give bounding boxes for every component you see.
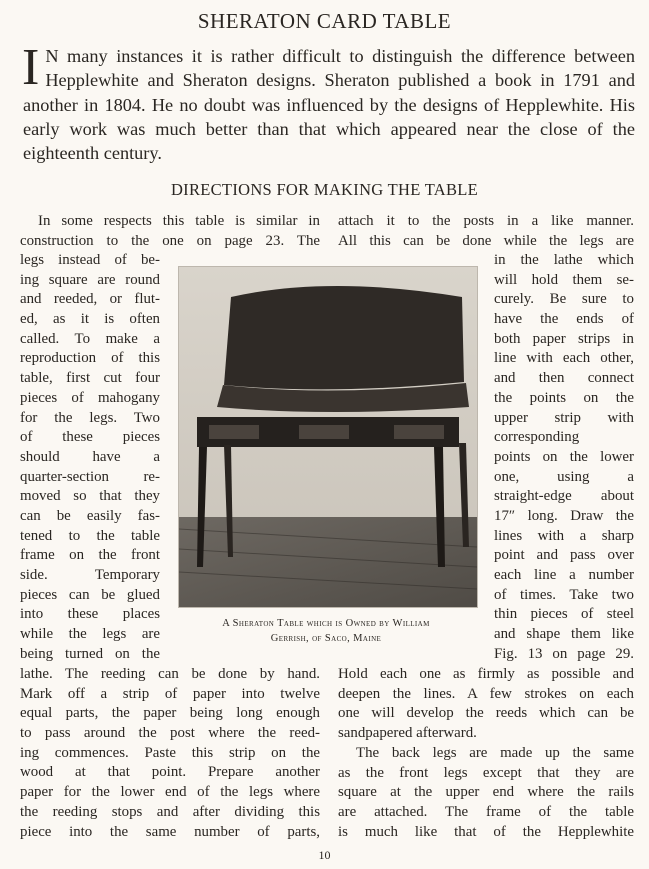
page-number: 10 xyxy=(318,848,331,862)
text-line: straight-edge about xyxy=(494,488,634,505)
sheraton-table-illustration xyxy=(179,267,477,607)
text-line: construction to the one on page 23. The xyxy=(20,232,320,249)
text-line: point and pass over xyxy=(494,547,634,564)
text-line: The back legs are made up the same xyxy=(356,745,634,761)
text-line: and reeded, or flut- xyxy=(20,291,160,308)
text-line: one will develop the reeds which can be xyxy=(338,705,634,722)
table-photo xyxy=(178,266,478,608)
text-line: are attached. The frame of the table xyxy=(338,804,634,821)
text-line: Hold each one as firmly as possible and xyxy=(338,666,634,682)
text-line: side. Temporary xyxy=(20,567,160,583)
text-line: lines with a sharp xyxy=(494,527,634,544)
text-line: pieces can be glued xyxy=(20,586,160,603)
text-line: of times. Take two xyxy=(494,586,634,603)
text-line: corresponding xyxy=(494,429,580,446)
text-line: of these pieces xyxy=(20,429,160,446)
text-line: attach it to the posts in a like manner. xyxy=(338,213,634,229)
text-line: lathe. The reeding can be done by hand. xyxy=(20,666,320,682)
section-heading: DIRECTIONS FOR MAKING THE TABLE xyxy=(170,180,479,199)
text-line: tened to the table xyxy=(20,527,160,544)
right-column-paragraph-2 xyxy=(338,744,634,842)
text-line: deepen the lines. A few strokes on each xyxy=(338,685,634,702)
text-line: called. To make a xyxy=(20,330,160,347)
text-line: and shape them like xyxy=(494,626,634,643)
text-line: points on the lower xyxy=(494,448,634,465)
text-line: the points on the xyxy=(494,389,634,406)
text-line: reproduction of this xyxy=(20,350,160,367)
text-line: curely. Be sure to xyxy=(494,291,634,308)
text-line: sandpapered afterward. xyxy=(338,725,477,742)
drop-cap: I xyxy=(22,39,40,96)
text-line: paper for the lower end of the legs where xyxy=(20,784,320,801)
text-line: frame on the front xyxy=(20,547,160,564)
text-line: in the lathe which xyxy=(494,252,634,268)
intro-paragraph xyxy=(22,39,635,165)
intro-text: N many instances it is rather difficult to distinguish the difference between Hepplewhite and Sheraton designs. Sheraton published a book in 1791 and another in 1804. He no doubt was influenced by the designs of Hepplewhite. His early work was much better than that which appeared near the close of the eighteenth century. xyxy=(23,46,635,164)
text-line: ed, as it is often xyxy=(20,311,160,328)
text-line: as the front legs except that they are xyxy=(338,764,634,781)
text-line: each line a number xyxy=(494,567,634,583)
left-column-top xyxy=(20,212,320,251)
text-line: should have a xyxy=(20,448,160,465)
text-line: Mark off a strip of paper into twelve xyxy=(20,685,320,702)
left-column-bottom xyxy=(20,665,320,842)
text-line: square at the upper end where the rails xyxy=(338,784,634,801)
text-line: both paper strips in xyxy=(494,330,634,347)
text-line: ing commences. Paste this strip on the xyxy=(20,744,320,761)
text-line: for the legs. Two xyxy=(20,409,160,426)
left-column-narrow xyxy=(20,251,160,664)
right-column-top xyxy=(338,212,634,251)
text-line: line with each other, xyxy=(494,350,634,367)
page-title: SHERATON CARD TABLE xyxy=(197,9,452,33)
text-line: In some respects this table is similar in xyxy=(38,213,320,229)
right-column-bottom xyxy=(338,665,634,744)
text-line: pieces of mahogany xyxy=(20,389,160,406)
text-line: moved so that they xyxy=(20,488,160,505)
figure-caption xyxy=(170,616,482,646)
text-line: is much like that of the Hepplewhite xyxy=(338,823,634,840)
text-line: thin pieces of steel xyxy=(494,606,634,623)
text-line: All this can be done while the legs are xyxy=(338,232,634,249)
text-line: while the legs are xyxy=(20,626,160,643)
text-line: one, using a xyxy=(494,468,634,485)
text-line: the reeding stops and after dividing this xyxy=(20,803,320,820)
text-line: being turned on the xyxy=(20,645,160,662)
text-line: to pass around the post where the reed- xyxy=(20,725,320,742)
text-line: wood at that point. Prepare another xyxy=(20,764,320,781)
caption-line: Gerrish, of Saco, Maine xyxy=(270,633,382,644)
text-line: quarter-section re- xyxy=(20,468,160,485)
caption-line: A Sheraton Table which is Owned by William xyxy=(222,618,430,629)
text-line: 17″ long. Draw the xyxy=(494,507,634,524)
text-line: legs instead of be- xyxy=(20,252,160,268)
right-column-narrow xyxy=(494,251,634,664)
text-line: will hold them se- xyxy=(494,271,634,288)
text-line: and then connect xyxy=(494,370,634,387)
text-line: have the ends of xyxy=(494,311,634,328)
text-line: piece into the same number of parts, xyxy=(20,823,320,840)
text-line: table, first cut four xyxy=(20,370,160,387)
text-line: upper strip with xyxy=(494,409,634,426)
text-line: Fig. 13 on page 29. xyxy=(494,645,634,662)
text-line: can be easily fas- xyxy=(20,507,160,524)
text-line: equal parts, the paper being long enough xyxy=(20,705,320,722)
text-line: into these places xyxy=(20,606,160,623)
text-line: ing square are round xyxy=(20,271,160,288)
